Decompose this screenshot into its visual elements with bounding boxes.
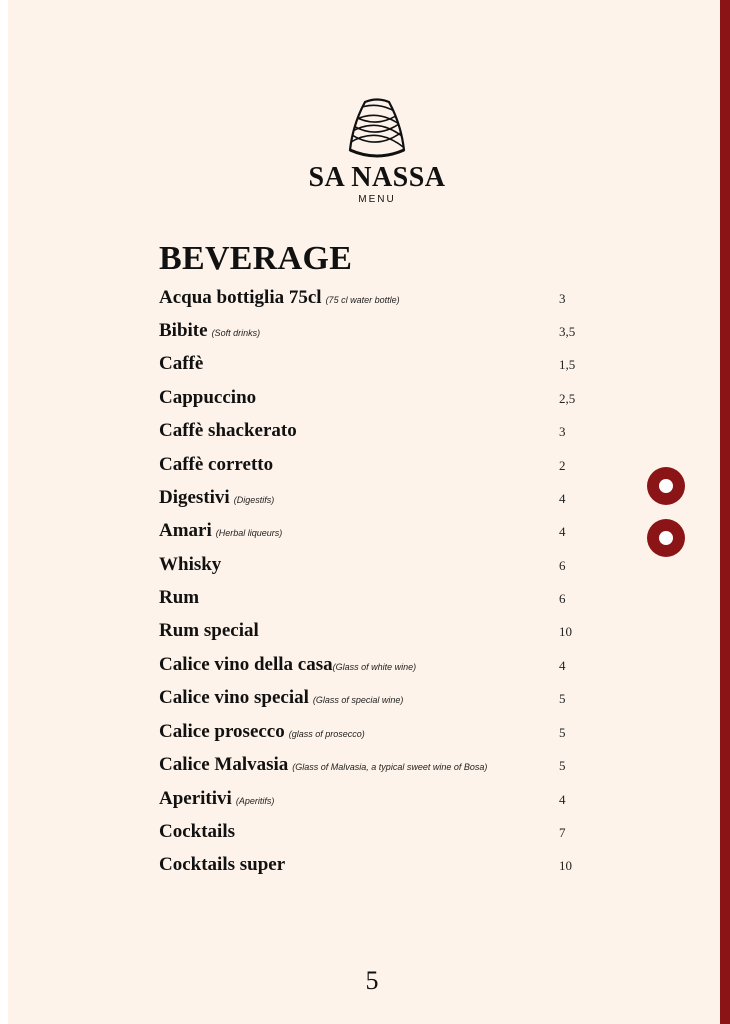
- menu-item: [159, 554, 599, 578]
- item-note: (75 cl water bottle): [325, 295, 400, 305]
- menu-item: [159, 687, 599, 711]
- menu-item: [159, 420, 599, 444]
- menu-item: [159, 587, 599, 611]
- menu-item: [159, 754, 599, 778]
- item-note: (Soft drinks): [211, 328, 261, 338]
- menu-item: [159, 620, 599, 644]
- item-name: Caffè: [159, 353, 204, 374]
- item-name: Caffè shackerato: [159, 420, 297, 441]
- nav-dot-button[interactable]: [647, 519, 685, 557]
- menu-item: [159, 287, 599, 311]
- item-price: 4: [559, 792, 566, 807]
- menu-item: [159, 821, 599, 845]
- item-name: Bibite: [159, 320, 208, 341]
- item-note: (Glass of Malvasia, a typical sweet wine of Bosa): [292, 762, 488, 772]
- menu-item: [159, 387, 599, 411]
- item-note: (Herbal liqueurs): [215, 528, 283, 538]
- item-name: Calice vino special: [159, 687, 309, 708]
- item-price: 3,5: [559, 324, 576, 339]
- menu-item: [159, 520, 599, 544]
- item-note: (Digestifs): [233, 495, 275, 505]
- menu-item: [159, 353, 599, 377]
- item-name: Calice vino della casa: [159, 654, 333, 675]
- item-note: (Aperitifs): [235, 796, 275, 806]
- item-price: 5: [559, 758, 566, 773]
- item-price: 5: [559, 691, 566, 706]
- item-name: Rum: [159, 587, 200, 608]
- item-name: Cocktails super: [159, 854, 286, 875]
- item-name: Calice Malvasia: [159, 754, 289, 775]
- item-price: 2,5: [559, 391, 576, 406]
- item-name: Digestivi: [159, 487, 230, 508]
- section-title: BEVERAGE: [159, 240, 353, 277]
- item-note: (Glass of white wine): [332, 662, 417, 672]
- menu-item: [159, 454, 599, 478]
- menu-item: [159, 487, 599, 511]
- item-name: Cocktails: [159, 821, 235, 842]
- item-price: 2: [559, 458, 566, 473]
- item-price: 5: [559, 725, 566, 740]
- menu-item: [159, 721, 599, 745]
- nassa-basket-icon: [345, 96, 409, 162]
- item-name: Cappuccino: [159, 387, 257, 408]
- item-price: 4: [559, 491, 566, 506]
- item-price: 6: [559, 591, 566, 606]
- item-price: 10: [559, 624, 572, 639]
- menu-item: [159, 320, 599, 344]
- item-name: Acqua bottiglia 75cl: [159, 287, 322, 308]
- page-number: 5: [365, 966, 379, 995]
- item-name: Amari: [159, 520, 212, 541]
- item-price: 1,5: [559, 357, 576, 372]
- item-name: Rum special: [159, 620, 259, 641]
- menu-item: [159, 854, 599, 878]
- menu-item: [159, 654, 599, 678]
- item-price: 6: [559, 558, 566, 573]
- item-name: Calice prosecco: [159, 721, 285, 742]
- item-name: Whisky: [159, 554, 222, 575]
- nav-dot-button[interactable]: [647, 467, 685, 505]
- item-price: 4: [559, 524, 566, 539]
- item-price: 10: [559, 858, 572, 873]
- page-edge-band: [720, 0, 730, 1024]
- item-price: 3: [559, 424, 566, 439]
- brand-subtitle: MENU: [358, 194, 396, 205]
- item-price: 7: [559, 825, 566, 840]
- item-name: Caffè corretto: [159, 454, 274, 475]
- item-note: (Glass of special wine): [312, 695, 404, 705]
- menu-item: [159, 788, 599, 812]
- item-name: Aperitivi: [159, 788, 232, 809]
- item-price: 3: [559, 291, 566, 306]
- item-note: (glass of prosecco): [288, 729, 365, 739]
- item-price: 4: [559, 658, 566, 673]
- brand-name: SA NASSA: [308, 162, 446, 193]
